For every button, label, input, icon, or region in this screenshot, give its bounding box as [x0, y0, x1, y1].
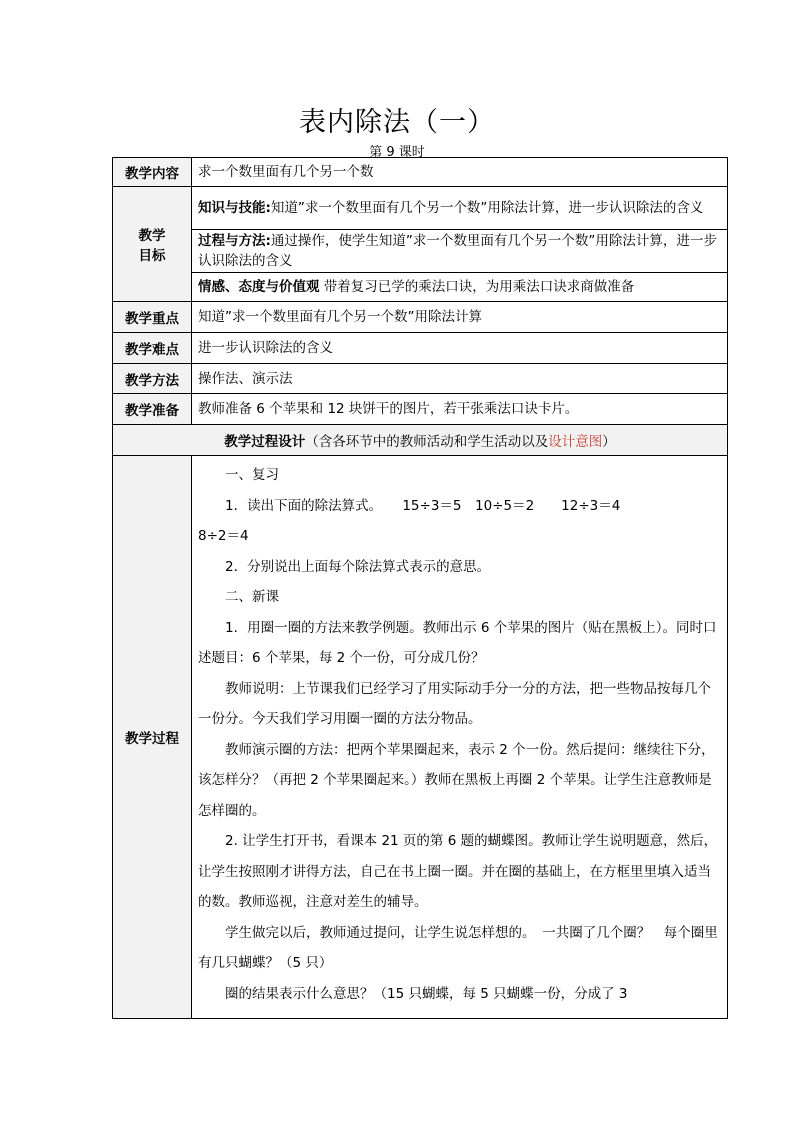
row-content [113, 158, 728, 187]
goal-attitude-head: 情感、态度与价值观 [198, 279, 320, 295]
row-goals-3 [113, 273, 728, 302]
method-label: 教学方法 [113, 364, 192, 394]
prep-value: 教师准备 6 个苹果和 12 块饼干的图片，若干张乘法口诀卡片。 [192, 394, 728, 425]
goal-attitude-text: 带着复习已学的乘法口诀，为用乘法口诀求商做准备 [323, 279, 635, 295]
process-paragraph: 一、复习 [225, 467, 279, 483]
design-header [113, 425, 728, 456]
goal-knowledge-head: 知识与技能: [198, 200, 271, 216]
key-label: 教学重点 [113, 302, 192, 333]
process-paragraph: 2．分别说出上面每个除法算式表示的意思。 [225, 558, 491, 575]
process-paragraph: 学生做完以后，教师通过提问，让学生说怎样想的。 一共圈了几个圈？ 每个圈里有几只蝴蝶？（5 只） [198, 924, 718, 971]
process-paragraph: 教师演示圈的方法：把两个苹果圈起来，表示 2 个一份。然后提问：继续往下分，该怎样分？（再把 2 个苹果圈起来。）教师在黑板上再圈 2 个苹果。让学生注意教师是怎样圈的。 [198, 741, 715, 819]
goal-process-head: 过程与方法: [198, 233, 271, 249]
prep-label: 教学准备 [113, 394, 192, 425]
row-goals [113, 187, 728, 230]
content-value: 求一个数里面有几个另一个数 [192, 158, 728, 187]
goals-label [113, 187, 192, 302]
goal-process-text: 通过操作，使学生知道”求一个数里面有几个另一个数”用除法计算，进一步认识除法的含义 [198, 233, 717, 269]
process-paragraph: 二、新课 [225, 589, 279, 605]
lesson-number: 第 9 课时 [369, 145, 425, 160]
design-header-red: 设计意图 [548, 434, 603, 450]
row-method [113, 364, 728, 394]
row-prep [113, 394, 728, 425]
process-label: 教学过程 [113, 456, 192, 1019]
process-paragraph: 2. 让学生打开书，看课本 21 页的第 6 题的蝴蝶图。教师让学生说明题意，然后，让学生按照刚才讲得方法，自己在书上圈一圈。并在圈的基础上，在方框里里填入适当的数。教师巡视，注意对差生的辅导。 [198, 833, 718, 910]
row-process [113, 456, 728, 1019]
goals-label-line1: 教学 [138, 228, 166, 244]
row-key [113, 302, 728, 333]
page-title: 表内除法（一） [299, 107, 495, 138]
content-label: 教学内容 [113, 158, 192, 187]
row-design-header [113, 425, 728, 456]
process-paragraph: 圈的结果表示什么意思？（15 只蝴蝶，每 5 只蝴蝶一份，分成了 3 [225, 985, 628, 1002]
difficulty-label: 教学难点 [113, 333, 192, 364]
difficulty-value: 进一步认识除法的含义 [192, 333, 728, 364]
process-paragraph: 8÷2＝4 [198, 528, 249, 544]
process-paragraph: 1．用圈一圈的方法来教学例题。教师出示 6 个苹果的图片（贴在黑板上）。同时口述题目：6 个苹果，每 2 个一份，可分成几份？ [198, 619, 717, 666]
key-value: 知道”求一个数里面有几个另一个数”用除法计算 [192, 302, 728, 333]
method-value: 操作法、演示法 [192, 364, 728, 394]
lesson-plan-table [112, 157, 728, 1019]
process-paragraph: 教师说明：上节课我们已经学习了用实际动手分一分的方法，把一些物品按每几个一份分。今天我们学习用圈一圈的方法分物品。 [198, 680, 711, 727]
design-header-end: ） [602, 434, 616, 450]
row-difficulty [113, 333, 728, 364]
design-header-text: （含各环节中的教师活动和学生活动以及 [305, 434, 549, 450]
goals-label-line2: 目标 [138, 248, 166, 264]
goal-process [192, 230, 728, 273]
process-paragraph: 1．读出下面的除法算式。 15÷3＝5 10÷5＝2 12÷3＝4 [225, 497, 621, 514]
process-content [192, 456, 728, 1019]
row-goals-2 [113, 230, 728, 273]
goal-knowledge [192, 187, 728, 230]
goal-knowledge-text: 知道”求一个数里面有几个另一个数”用除法计算，进一步认识除法的含义 [270, 200, 704, 216]
goal-attitude [192, 273, 728, 302]
design-header-bold: 教学过程设计 [224, 434, 306, 450]
